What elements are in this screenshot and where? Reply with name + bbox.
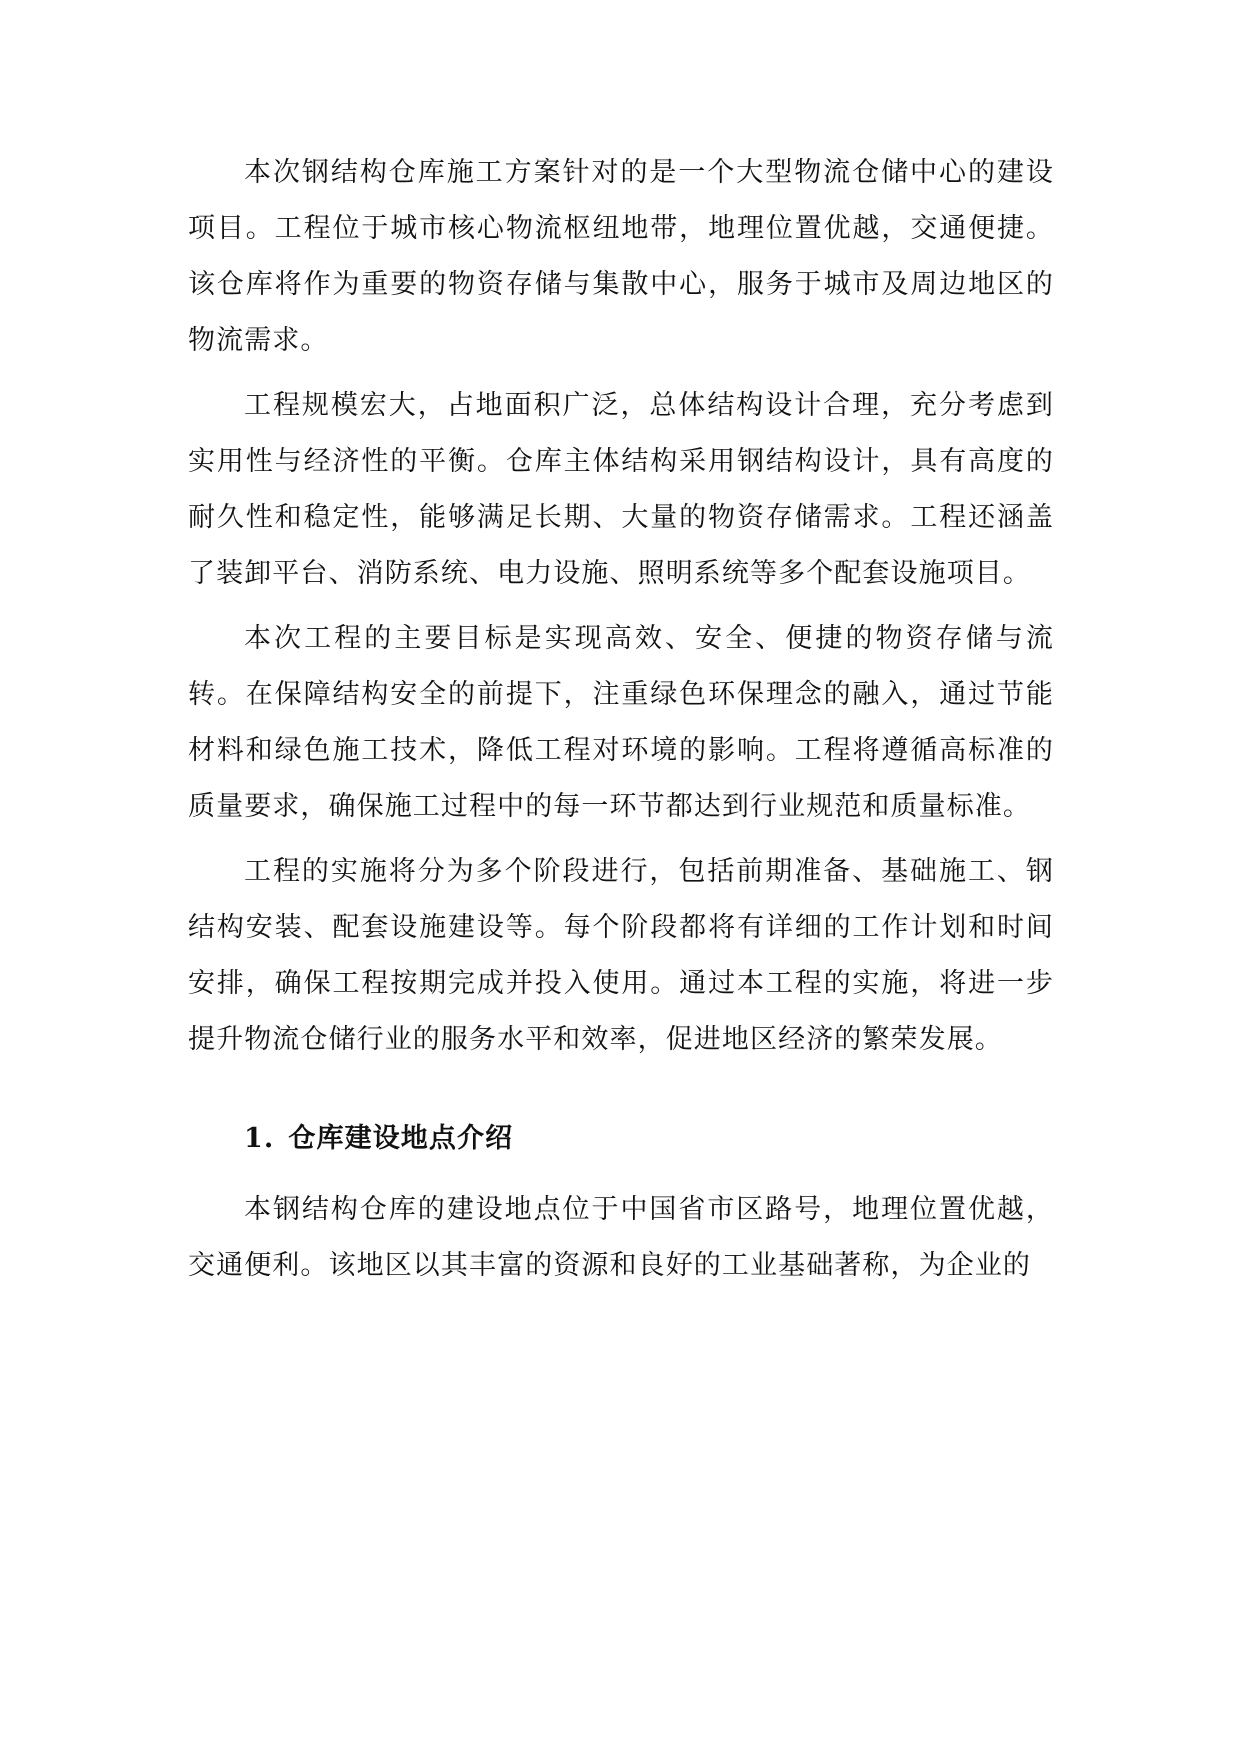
- paragraph-project-overview: 本次钢结构仓库施工方案针对的是一个大型物流仓储中心的建设项目。工程位于城市核心物流枢纽地带，地理位置优越，交通便捷。该仓库将作为重要的物资存储与集散中心，服务于城市及周边地区的物流需求。: [188, 157, 1054, 356]
- section-heading: [188, 1111, 1054, 1167]
- document-body: [188, 145, 1054, 1294]
- paragraph-project-phases: 工程的实施将分为多个阶段进行，包括前期准备、基础施工、钢结构安装、配套设施建设等。每个阶段都将有详细的工作计划和时间安排，确保工程按期完成并投入使用。通过本工程的实施，将进一步提升物流仓储行业的服务水平和效率，促进地区经济的繁荣发展。: [188, 856, 1054, 1055]
- section-title: 仓库建设地点介绍: [288, 1123, 514, 1154]
- paragraph-project-goals: 本次工程的主要目标是实现高效、安全、便捷的物资存储与流转。在保障结构安全的前提下，注重绿色环保理念的融入，通过节能材料和绿色施工技术，降低工程对环境的影响。工程将遵循高标准的质量要求，确保施工过程中的每一环节都达到行业规范和质量标准。: [188, 623, 1054, 822]
- section-number: 1.: [244, 1123, 275, 1154]
- paragraph-project-scale: 工程规模宏大，占地面积广泛，总体结构设计合理，充分考虑到实用性与经济性的平衡。仓库主体结构采用钢结构设计，具有高度的耐久性和稳定性，能够满足长期、大量的物资存储需求。工程还涵盖了装卸平台、消防系统、电力设施、照明系统等多个配套设施项目。: [188, 390, 1054, 589]
- paragraph-site-location: 本钢结构仓库的建设地点位于中国省市区路号，地理位置优越，交通便利。该地区以其丰富的资源和良好的工业基础著称，为企业的: [188, 1194, 1054, 1281]
